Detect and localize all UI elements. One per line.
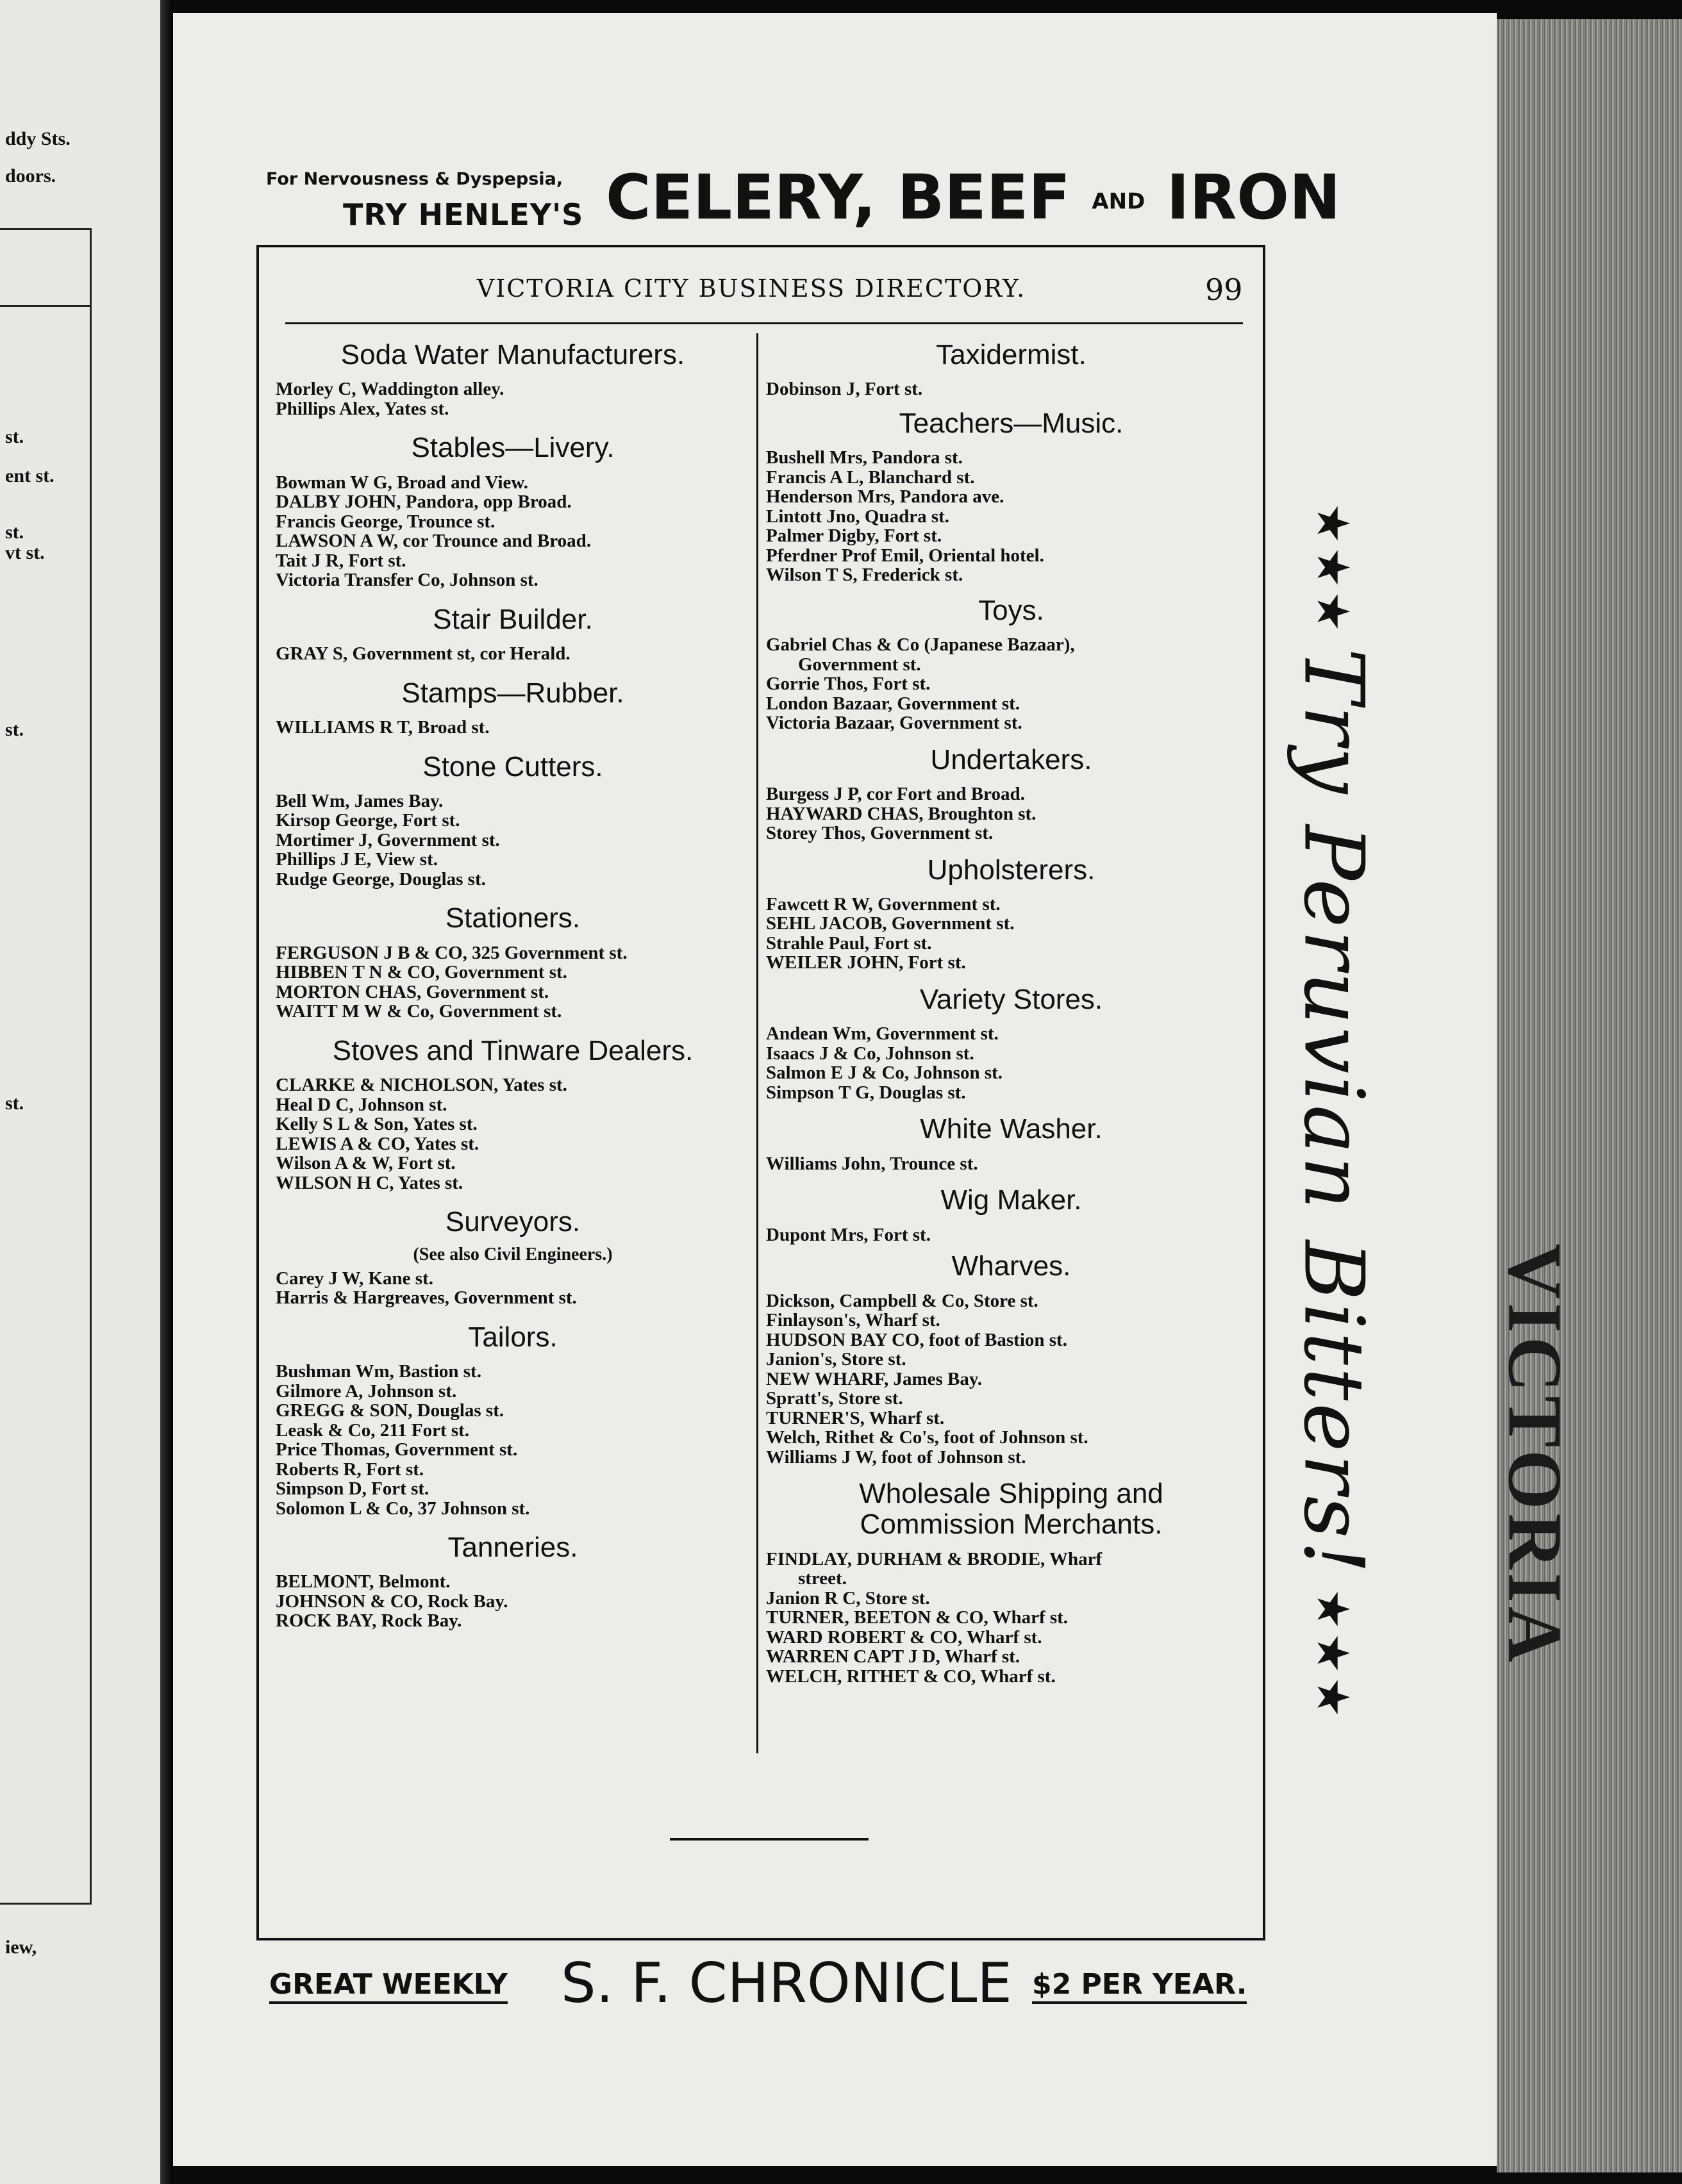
left-column [276, 340, 750, 1631]
bottom-ad-price: $2 PER YEAR. [1032, 1969, 1247, 2004]
directory-entry: Tait J R, Fort st. [276, 550, 406, 571]
directory-entry: LEWIS A & CO, Yates st. [276, 1133, 479, 1154]
directory-entry: Solomon L & Co, 37 Johnson st. [276, 1498, 530, 1519]
directory-entry: Pferdner Prof Emil, Oriental hotel. [766, 545, 1044, 566]
top-advertisement [266, 160, 1341, 244]
directory-entry: DALBY JOHN, Pandora, opp Broad. [276, 492, 572, 513]
directory-entry: Williams John, Trounce st. [766, 1153, 978, 1174]
directory-entry: Gilmore A, Johnson st. [276, 1380, 457, 1402]
directory-entry: BELMONT, Belmont. [276, 1571, 451, 1592]
left-page-fragment: ent st. [5, 465, 54, 486]
top-ad-try: TRY HENLEY'S [343, 197, 584, 232]
left-page-fragment: st. [5, 522, 24, 543]
star-icon: ★★★ [1307, 1588, 1360, 1721]
directory-entry: Spratt's, Store st. [766, 1388, 903, 1409]
header-rule [285, 322, 1243, 324]
left-page-rule [0, 305, 90, 307]
edge-stamp-text: VICTORIA [1493, 1243, 1578, 1666]
directory-entry: Bushell Mrs, Pandora st. [766, 447, 963, 468]
section-heading: Stone Cutters. [422, 750, 603, 782]
bottom-advertisement [269, 1951, 1282, 2015]
directory-entry: Burgess J P, cor Fort and Broad. [766, 784, 1025, 805]
section-heading: Tanneries. [447, 1532, 578, 1564]
left-page-fragment: ddy Sts. [5, 128, 71, 149]
directory-entry: Fawcett R W, Government st. [766, 893, 1001, 914]
directory-entry: Simpson T G, Douglas st. [766, 1082, 966, 1103]
directory-entry: Victoria Transfer Co, Johnson st. [276, 570, 538, 591]
section-heading: Toys. [978, 594, 1044, 626]
left-page-fragment: vt st. [5, 542, 45, 563]
section-taxidermist [766, 340, 1256, 399]
side-ad-text: Try Peruvian Bitters! [1285, 648, 1381, 1576]
directory-entry: Andean Wm, Government st. [766, 1023, 999, 1045]
section-variety-stores [766, 984, 1256, 1102]
top-ad-and: AND [1092, 188, 1145, 215]
section-surveyors [276, 1207, 750, 1307]
top-ad-product-part2: IRON [1166, 161, 1341, 233]
section-stables [276, 433, 750, 590]
directory-entry: WILLIAMS R T, Broad st. [276, 717, 490, 738]
section-stamps [276, 678, 750, 738]
directory-entry: HAYWARD CHAS, Broughton st. [766, 803, 1037, 824]
section-heading: Stamps—Rubber. [401, 677, 624, 709]
directory-entry: Kelly S L & Son, Yates st. [276, 1114, 478, 1135]
directory-entry: Dobinson J, Fort st. [766, 379, 923, 400]
directory-entry: WAITT M W & Co, Government st. [276, 1001, 562, 1022]
section-stationers [276, 903, 750, 1021]
directory-entry: Francis A L, Blanchard st. [766, 467, 975, 488]
top-ad-product [606, 161, 1341, 233]
directory-entry: Gorrie Thos, Fort st. [766, 674, 931, 695]
directory-entry: HIBBEN T N & CO, Government st. [276, 962, 567, 983]
directory-entry: Gabriel Chas & Co (Japanese Bazaar), [766, 634, 1075, 656]
section-stair-builder [276, 604, 750, 664]
left-facing-page [0, 0, 160, 2184]
directory-entry: WARD ROBERT & CO, Wharf st. [766, 1626, 1042, 1648]
section-heading: Stationers. [445, 902, 581, 934]
directory-entry: Bushman Wm, Bastion st. [276, 1361, 481, 1382]
directory-entry: LAWSON A W, cor Trounce and Broad. [276, 531, 592, 552]
directory-entry: Strahle Paul, Fort st. [766, 932, 932, 954]
left-page-fragment: doors. [5, 165, 56, 186]
directory-entry: Carey J W, Kane st. [276, 1268, 433, 1289]
directory-entry: Janion's, Store st. [766, 1349, 906, 1370]
directory-entry: Leask & Co, 211 Fort st. [276, 1419, 470, 1441]
directory-entry: TURNER'S, Wharf st. [766, 1407, 945, 1428]
section-heading: Undertakers. [930, 743, 1092, 775]
directory-entry: Price Thomas, Government st. [276, 1439, 518, 1460]
directory-entry: FINDLAY, DURHAM & BRODIE, Wharf [766, 1548, 1103, 1569]
column-divider [756, 333, 758, 1753]
section-heading: Variety Stores. [919, 983, 1103, 1015]
running-head-text: VICTORIA CITY BUSINESS DIRECTORY. [476, 274, 1026, 302]
section-heading: Stables—Livery. [411, 432, 615, 464]
star-icon: ★★★ [1307, 502, 1360, 636]
section-teachers-music [766, 408, 1256, 585]
directory-entry: Francis George, Trounce st. [276, 511, 495, 532]
directory-entry: WELCH, RITHET & CO, Wharf st. [766, 1666, 1056, 1687]
directory-entry: HUDSON BAY CO, foot of Bastion st. [766, 1329, 1067, 1350]
directory-entry: Bowman W G, Broad and View. [276, 472, 529, 493]
directory-entry: Henderson Mrs, Pandora ave. [766, 486, 1004, 508]
directory-entry: Victoria Bazaar, Government st. [766, 713, 1022, 734]
section-heading: Stair Builder. [433, 603, 593, 635]
directory-entry: FERGUSON J B & CO, 325 Government st. [276, 942, 628, 963]
directory-entry: Palmer Digby, Fort st. [766, 525, 942, 547]
left-page-fragment: st. [5, 426, 24, 447]
section-heading: Taxidermist. [936, 339, 1087, 370]
section-heading: Teachers—Music. [899, 407, 1124, 439]
section-undertakers [766, 745, 1256, 843]
directory-entry: Salmon E J & Co, Johnson st. [766, 1063, 1003, 1084]
section-wholesale-shipping [766, 1478, 1256, 1686]
end-rule [670, 1838, 869, 1841]
directory-entry: Williams J W, foot of Johnson st. [766, 1446, 1026, 1468]
directory-entry: Isaacs J & Co, Johnson st. [766, 1043, 974, 1064]
section-tanneries [276, 1532, 750, 1631]
directory-entry: Welch, Rithet & Co's, foot of Johnson st. [766, 1427, 1088, 1448]
section-soda-water [276, 340, 750, 418]
directory-entry: Storey Thos, Government st. [766, 823, 994, 844]
left-page-fragment: iew, [5, 1937, 37, 1958]
directory-entry: CLARKE & NICHOLSON, Yates st. [276, 1075, 567, 1096]
side-advertisement [1282, 340, 1385, 1884]
bottom-ad-left: GREAT WEEKLY [269, 1969, 508, 2004]
page-number: 99 [1205, 272, 1243, 307]
directory-entry: Wilson T S, Frederick st. [766, 565, 963, 586]
directory-entry: GRAY S, Government st, cor Herald. [276, 643, 570, 665]
left-page-fragment: st. [5, 719, 24, 740]
directory-entry: Mortimer J, Government st. [276, 829, 500, 850]
running-head [0, 274, 1682, 302]
directory-entry: SEHL JACOB, Government st. [766, 913, 1015, 934]
directory-entry: Finlayson's, Wharf st. [766, 1310, 940, 1331]
directory-entry: Heal D C, Johnson st. [276, 1094, 447, 1115]
directory-entry: MORTON CHAS, Government st. [276, 981, 549, 1002]
side-ad-content [1286, 503, 1381, 1721]
page-edges [1497, 19, 1682, 2172]
section-upholsterers [766, 855, 1256, 973]
section-stone-cutters [276, 752, 750, 889]
directory-entry-continuation: street. [798, 1568, 847, 1589]
top-ad-product-part1: CELERY, BEEF [606, 161, 1070, 233]
section-note: (See also Civil Engineers.) [413, 1244, 613, 1264]
directory-entry: NEW WHARF, James Bay. [766, 1368, 983, 1389]
section-heading: Wharves. [951, 1250, 1071, 1282]
directory-entry: Harris & Hargreaves, Government st. [276, 1287, 577, 1309]
section-tailors [276, 1322, 750, 1518]
section-heading: Upholsterers. [927, 854, 1095, 886]
directory-entry: Dickson, Campbell & Co, Store st. [766, 1290, 1038, 1311]
directory-entry: WARREN CAPT J D, Wharf st. [766, 1646, 1020, 1667]
bottom-ad-title: S. F. CHRONICLE [561, 1951, 1012, 2015]
directory-entry-continuation: Government st. [798, 654, 921, 675]
section-wig-maker [766, 1185, 1256, 1245]
section-wharves [766, 1251, 1256, 1467]
directory-entry: TURNER, BEETON & CO, Wharf st. [766, 1607, 1069, 1628]
section-stoves [276, 1036, 750, 1193]
directory-entry: Dupont Mrs, Fort st. [766, 1224, 931, 1245]
right-column [766, 340, 1256, 1686]
directory-entry: Phillips Alex, Yates st. [276, 398, 449, 419]
directory-entry: GREGG & SON, Douglas st. [276, 1400, 504, 1421]
directory-entry: Bell Wm, James Bay. [276, 790, 444, 811]
section-heading: Tailors. [468, 1321, 558, 1353]
section-toys [766, 595, 1256, 733]
directory-entry: Morley C, Waddington alley. [276, 379, 504, 400]
section-heading: Wig Maker. [940, 1184, 1082, 1216]
directory-entry: Lintott Jno, Quadra st. [766, 506, 950, 527]
section-heading: Stoves and Tinware Dealers. [332, 1034, 694, 1066]
directory-entry: Wilson A & W, Fort st. [276, 1153, 456, 1174]
directory-entry: London Bazaar, Government st. [766, 693, 1020, 714]
directory-entry: Rudge George, Douglas st. [276, 868, 486, 889]
section-heading: Soda Water Manufacturers. [340, 339, 685, 370]
top-ad-tagline: For Nervousness & Dyspepsia, [266, 169, 563, 189]
directory-entry: Janion R C, Store st. [766, 1587, 930, 1609]
section-heading: White Washer. [920, 1113, 1103, 1145]
directory-entry: Phillips J E, View st. [276, 849, 438, 870]
directory-entry: WILSON H C, Yates st. [276, 1172, 463, 1193]
section-heading: Wholesale Shipping and Commission Merchants. [859, 1478, 1163, 1541]
directory-entry: Kirsop George, Fort st. [276, 810, 460, 831]
directory-entry: WEILER JOHN, Fort st. [766, 952, 966, 973]
section-heading: Surveyors. [445, 1206, 581, 1238]
directory-entry: Simpson D, Fort st. [276, 1478, 429, 1500]
left-page-fragment: st. [5, 1093, 24, 1114]
book-gutter [160, 0, 173, 2184]
edge-stamp [1493, 1166, 1578, 1743]
directory-entry: JOHNSON & CO, Rock Bay. [276, 1591, 508, 1612]
directory-entry: Roberts R, Fort st. [276, 1459, 424, 1480]
directory-entry: ROCK BAY, Rock Bay. [276, 1610, 462, 1632]
section-white-washer [766, 1114, 1256, 1173]
